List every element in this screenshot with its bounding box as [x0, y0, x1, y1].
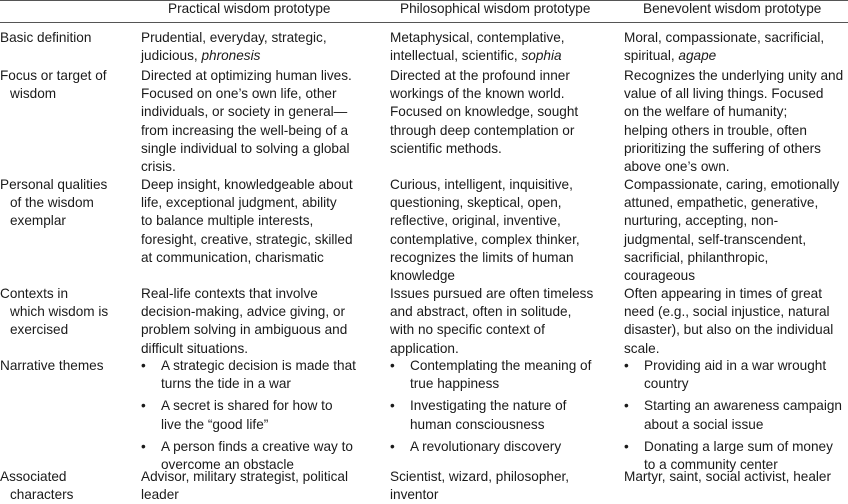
philosophical-cell: Scientist, wizard, philosopher, inventor [390, 469, 570, 503]
list-item: • Investigating the nature of human consciousness [390, 397, 618, 433]
benevolent-cell: Compassionate, caring, emotionally attuned, empathetic, generative, nurturing, accepting, non- judgmental, self-transcendent, sacrificial, philanthropic, courageous [624, 177, 840, 284]
row-label: Personal qualities of the wisdom exemplar [0, 177, 108, 229]
philosophical-cell: Curious, intelligent, inquisitive, questioning, skeptical, open, reflective, original, inventive, contemplative, complex thinker, recognizes the limits of human knowledge [390, 177, 580, 284]
list-item: • Contemplating the meaning of true happiness [390, 357, 618, 393]
benevolent-cell: Often appearing in times of great need (e.g., social injustice, natural disaster), but also on the individual scale. [624, 286, 834, 356]
theme-list [141, 357, 381, 474]
list-item: • Donating a large sum of money to a community center [624, 438, 846, 474]
list-item: • A person finds a creative way to overcome an obstacle [141, 438, 381, 474]
practical-cell: Deep insight, knowledgeable about life, exceptional judgment, ability to balance multiple interests, foresight, creative, strategic, skilled at communication, charismatic [141, 177, 353, 265]
practical-cell [141, 357, 381, 478]
list-item: • Starting an awareness campaign about a social issue [624, 397, 846, 433]
benevolent-cell: Recognizes the underlying unity and value of all living things. Focused on the welfare of humanity; helping others in trouble, often prioritizing the suffering of others above one’s own. [624, 68, 844, 175]
phronesis-term: phronesis [201, 48, 261, 64]
benevolent-cell [624, 357, 846, 478]
philosophical-cell [390, 357, 618, 460]
header-rule [0, 22, 848, 23]
theme-list [624, 357, 846, 474]
row-label: Associated characters [0, 469, 74, 503]
header-practical: Practical wisdom prototype [168, 1, 331, 16]
list-item: • A revolutionary discovery [390, 438, 618, 456]
philosophical-cell: Directed at the profound inner workings of the known world. Focused on knowledge, sought through deep contemplation or scientific methods. [390, 68, 579, 156]
list-item: • Providing aid in a war wrought country [624, 357, 846, 393]
sophia-term: sophia [521, 48, 562, 64]
philosophical-cell: Issues pursued are often timeless and abstract, often in solitude, with no specific context of application. [390, 286, 594, 356]
list-item: • A strategic decision is made that turns the tide in a war [141, 357, 381, 393]
row-label: Narrative themes [0, 358, 104, 373]
header-philosophical: Philosophical wisdom prototype [400, 1, 591, 16]
benevolent-cell: Moral, compassionate, sacrificial, spiritual, agape [624, 30, 825, 64]
header-benevolent: Benevolent wisdom prototype [643, 1, 822, 16]
benevolent-cell: Martyr, saint, social activist, healer [624, 469, 831, 484]
practical-cell: Real-life contexts that involve decision-making, advice giving, or problem solving in ambiguous and difficult situations. [141, 286, 348, 356]
row-label: Basic definition [0, 30, 92, 45]
practical-cell: Prudential, everyday, strategic, judicious, phronesis [141, 30, 327, 64]
list-item: • A secret is shared for how to live the “good life” [141, 397, 381, 433]
row-label: Focus or target of wisdom [0, 68, 107, 102]
philosophical-cell: Metaphysical, contemplative, intellectual, scientific, sophia [390, 30, 565, 64]
agape-term: agape [678, 48, 717, 64]
practical-cell: Directed at optimizing human lives. Focused on one’s own life, other individuals, or society in general— from increasing the well-being of a single individual to solving a global crisis. [141, 68, 352, 175]
practical-cell: Advisor, military strategist, political leader [141, 469, 348, 503]
theme-list [390, 357, 618, 456]
row-label: Contexts in which wisdom is exercised [0, 286, 109, 338]
